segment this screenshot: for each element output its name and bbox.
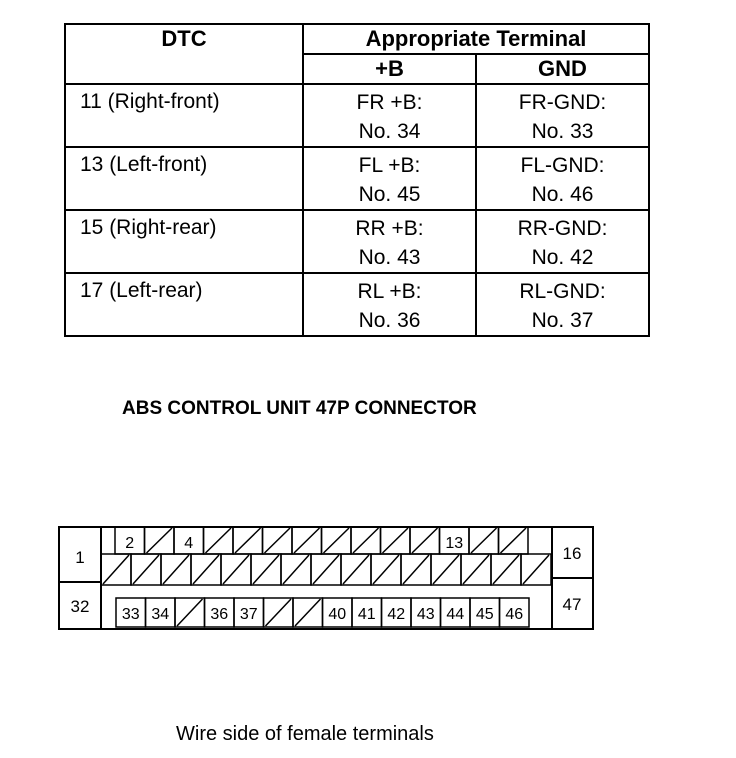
pin-36-label: 36: [210, 606, 229, 623]
dtc-cell: 17 (Left-rear): [65, 273, 303, 336]
pin-43-label: 43: [416, 606, 435, 623]
unused-pin-mark: [163, 555, 189, 584]
unused-pin-mark: [373, 555, 399, 584]
pin-40-label: 40: [328, 606, 347, 623]
unused-pin-mark: [147, 528, 173, 553]
plus-b-label: FR +B:: [356, 91, 423, 114]
unused-pin-mark: [403, 555, 429, 584]
pin-2-label: 2: [125, 535, 135, 552]
unused-pin-mark: [343, 555, 369, 584]
gnd-terminal: No. 42: [531, 246, 594, 269]
unused-pin-mark: [353, 528, 379, 553]
plus-b-terminal: No. 36: [358, 309, 421, 332]
unused-pin-mark: [471, 528, 497, 553]
connector-caption: Wire side of female terminals: [176, 723, 434, 745]
unused-pin-mark: [177, 599, 203, 626]
gnd-label: FR-GND:: [518, 91, 607, 114]
connector-title: ABS CONTROL UNIT 47P CONNECTOR: [122, 398, 477, 419]
unused-pin-mark: [223, 555, 249, 584]
plus-b-label: RR +B:: [355, 217, 424, 240]
header-dtc: DTC: [65, 24, 303, 84]
gnd-terminal: No. 46: [531, 183, 594, 206]
pin-45-label: 45: [475, 606, 494, 623]
unused-pin-mark: [103, 555, 129, 584]
pin-42-label: 42: [387, 606, 406, 623]
plus-b-label: RL +B:: [357, 280, 422, 303]
pin-34-label: 34: [151, 606, 170, 623]
dtc-cell: 11 (Right-front): [65, 84, 303, 147]
unused-pin-mark: [193, 555, 219, 584]
unused-pin-mark: [412, 528, 438, 553]
unused-pin-mark: [324, 528, 350, 553]
gnd-label: RL-GND:: [519, 280, 606, 303]
unused-pin-mark: [294, 528, 320, 553]
unused-pin-mark: [265, 528, 291, 553]
dtc-cell: 15 (Right-rear): [65, 210, 303, 273]
pin-44-label: 44: [446, 606, 465, 623]
unused-pin-mark: [206, 528, 232, 553]
pin-1-label: 1: [75, 548, 85, 567]
unused-pin-mark: [235, 528, 261, 553]
plus-b-label: FL +B:: [358, 154, 421, 177]
header-appropriate-terminal: Appropriate Terminal: [303, 24, 649, 54]
gnd-terminal: No. 37: [531, 309, 594, 332]
pin-32-label: 32: [70, 597, 90, 616]
pin-37-label: 37: [239, 606, 258, 623]
unused-pin-mark: [266, 599, 292, 626]
gnd-terminal: No. 33: [531, 120, 594, 143]
unused-pin-mark: [383, 528, 409, 553]
plus-b-terminal: No. 43: [358, 246, 421, 269]
pin-47-label: 47: [562, 595, 582, 614]
plus-b-terminal: No. 45: [358, 183, 421, 206]
gnd-label: RR-GND:: [517, 217, 608, 240]
pin-33-label: 33: [121, 606, 140, 623]
pin-41-label: 41: [357, 606, 376, 623]
dtc-cell: 13 (Left-front): [65, 147, 303, 210]
unused-pin-mark: [133, 555, 159, 584]
gnd-label: FL-GND:: [520, 154, 605, 177]
pin-4-label: 4: [184, 535, 194, 552]
unused-pin-mark: [313, 555, 339, 584]
header-gnd: GND: [476, 54, 649, 84]
unused-pin-mark: [523, 555, 549, 584]
pin-46-label: 46: [505, 606, 524, 623]
pin-13-label: 13: [445, 535, 464, 552]
unused-pin-mark: [295, 599, 321, 626]
unused-pin-mark: [283, 555, 309, 584]
unused-pin-mark: [501, 528, 527, 553]
unused-pin-mark: [493, 555, 519, 584]
unused-pin-mark: [463, 555, 489, 584]
pin-16-label: 16: [562, 544, 582, 563]
plus-b-terminal: No. 34: [358, 120, 421, 143]
unused-pin-mark: [253, 555, 279, 584]
header-plus-b: +B: [303, 54, 476, 84]
unused-pin-mark: [433, 555, 459, 584]
